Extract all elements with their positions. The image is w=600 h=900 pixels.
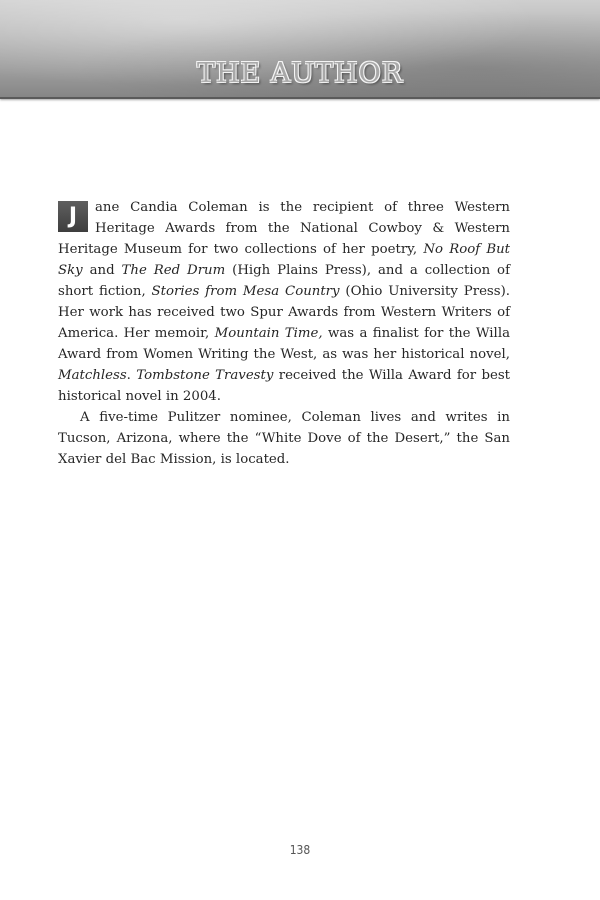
author-bio	[58, 197, 510, 470]
book-title: Tombstone Travesty	[136, 368, 274, 383]
book-title: Mountain Time,	[214, 326, 323, 341]
chapter-title: THE AUTHOR	[196, 58, 404, 89]
bio-text: (Ohio University Press). Her work has received two Spur Awards from Western Writers of America. Her memoir,	[58, 284, 510, 341]
bio-text: .	[126, 368, 137, 383]
bio-text: (High Plains Press), and a collection of short fiction,	[58, 263, 510, 299]
bio-paragraph-2: A five-time Pulitzer nominee, Coleman lives and writes in Tucson, Arizona, where the “White Dove of the Desert,” the San Xavier del Bac Mission, is located.	[58, 410, 510, 467]
book-title: Matchless	[58, 368, 127, 383]
drop-cap: J	[58, 201, 88, 232]
bio-text: ane Candia Coleman is the recipient of three Western Heritage Awards from the National Cowboy & Western Heritage Museum for two collections of her poetry,	[58, 200, 510, 257]
bio-text: and	[82, 263, 122, 278]
book-title: The Red Drum	[121, 263, 226, 278]
book-title: Stories from Mesa Country	[151, 284, 340, 299]
bio-paragraph-1	[58, 197, 510, 407]
chapter-header-band	[0, 0, 600, 99]
bio-text: received the Willa Award for best historical novel in 2004.	[58, 368, 510, 404]
page-number: 138	[289, 843, 311, 857]
book-title: No Roof But Sky	[58, 242, 511, 278]
bio-text: was a finalist for the Willa Award from Women Writing the West, as was her historical novel,	[58, 326, 510, 362]
